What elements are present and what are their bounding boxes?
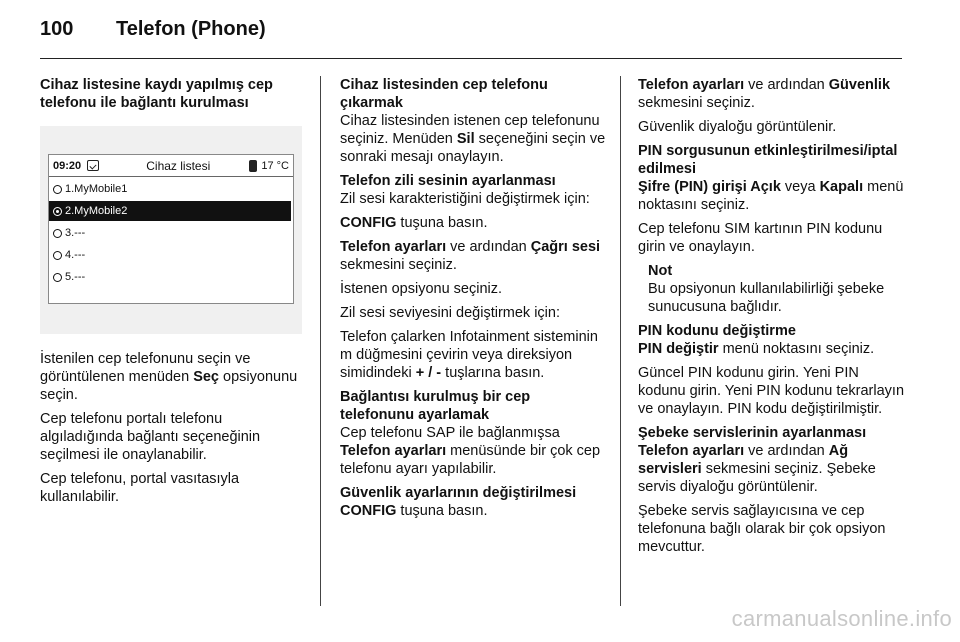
device-list-item[interactable]: 3.--- (49, 223, 293, 243)
section-heading: Cihaz listesinden cep telefonu çıkarmak (340, 77, 548, 111)
paragraph: Cep telefonu, portal vasıtasıyla kullanılabilir. (40, 471, 240, 505)
radio-icon (53, 229, 62, 238)
device-list-item[interactable]: 5.--- (49, 267, 293, 287)
paragraph: CONFIG tuşuna basın. (340, 215, 488, 231)
radio-icon (53, 251, 62, 260)
device-list-item[interactable]: 4.--- (49, 245, 293, 265)
paragraph: Telefon çalarken Infotainment sisteminin m düğmesini çevirin veya direksiyon simidindeki + / - tuşlarına basın. (340, 329, 598, 381)
paragraph: CONFIG tuşuna basın. (340, 503, 488, 519)
section-security (340, 484, 608, 520)
paragraph: Güncel PIN kodunu girin. Yeni PIN kodunu girin. Yeni PIN kodunu tekrarlayın ve onaylayın. PIN kodu değiştirilmiştir. (638, 365, 905, 417)
display-screen (48, 154, 294, 304)
paragraph: Cep telefonu SAP ile bağlanmışsa Telefon ayarları menüsünde bir çok cep telefonu ayarı yapılabilir. (340, 425, 601, 477)
thermometer-icon (249, 160, 257, 172)
paragraph: PIN değiştir menü noktasını seçiniz. (638, 341, 875, 357)
column-1 (40, 76, 302, 512)
page-title: Telefon (Phone) (116, 18, 266, 40)
section-pin-change (638, 322, 908, 358)
device-list-item[interactable]: 1.MyMobile1 (49, 179, 293, 199)
watermark: carmanualsonline.info (731, 606, 952, 631)
screen-status-bar (49, 155, 293, 177)
header-rule (40, 58, 902, 59)
section-pin-query (638, 142, 908, 214)
section-heading: PIN sorgusunun etkinleştirilmesi/iptal edilmesi (638, 143, 898, 177)
paragraph: Zil sesi seviyesini değiştirmek için: (340, 305, 560, 321)
note-text: Bu opsiyonun kullanılabilirliği şebeke sunucusuna bağlıdır. (648, 281, 885, 315)
radio-selected-icon (53, 207, 62, 216)
device-list-item-selected[interactable]: 2.MyMobile2 (49, 201, 291, 221)
paragraph: Telefon ayarları ve ardından Ağ servisleri sekmesini seçiniz. Şebeke servis diyaloğu görüntülenir. (638, 443, 876, 495)
screen-temperature: 17 °C (261, 159, 289, 172)
paragraph: Telefon ayarları ve ardından Çağrı sesi sekmesini seçiniz. (340, 239, 601, 273)
note-box (638, 262, 908, 316)
section-heading: Telefon zili sesinin ayarlanması (340, 173, 556, 189)
column-2 (340, 76, 608, 526)
paragraph: İstenilen cep telefonunu seçin ve görüntülenen menüden Seç opsiyonunu seçin. (40, 351, 298, 403)
section-network-services (638, 424, 908, 496)
section-heading-connect: Cihaz listesine kaydı yapılmış cep telefonu ile bağlantı kurulması (40, 77, 273, 111)
paragraph: Şebeke servis sağlayıcısına ve cep telefonuna bağlı olarak bir çok opsiyon mevcuttur. (638, 503, 886, 555)
screen-title: Cihaz listesi (146, 158, 211, 173)
paragraph: Cihaz listesinden istenen cep telefonunu seçiniz. Menüden Sil seçeneğini seçin ve sonraki mesajı onaylayın. (340, 113, 606, 165)
radio-icon (53, 273, 62, 282)
section-remove-phone (340, 76, 608, 166)
screen-time: 09:20 (53, 159, 82, 172)
section-heading: Güvenlik ayarlarının değiştirilmesi (340, 485, 577, 501)
paragraph: Telefon ayarları ve ardından Güvenlik sekmesini seçiniz. (638, 77, 891, 111)
column-divider-1 (320, 76, 321, 606)
paragraph: İstenen opsiyonu seçiniz. (340, 281, 503, 297)
section-heading: Bağlantısı kurulmuş bir cep telefonunu ayarlamak (340, 389, 531, 423)
column-divider-2 (620, 76, 621, 606)
section-connected-phone (340, 388, 608, 478)
knob-icon: m (340, 347, 353, 363)
column-3 (638, 76, 908, 562)
section-heading: PIN kodunu değiştirme (638, 323, 796, 339)
device-list-screenshot (40, 126, 302, 334)
phone-connect-icon (87, 160, 99, 171)
radio-icon (53, 185, 62, 194)
paragraph: Zil sesi karakteristiğini değiştirmek için: (340, 191, 590, 207)
paragraph: Şifre (PIN) girişi Açık veya Kapalı menü noktasını seçiniz. (638, 179, 904, 213)
page-header (40, 18, 266, 48)
paragraph: Cep telefonu portalı telefonu algıladığında bağlantı seçeneğinin seçilmesi ile onaylanabilir. (40, 411, 261, 463)
paragraph: Güvenlik diyaloğu görüntülenir. (638, 119, 837, 135)
page-number: 100 (40, 18, 74, 40)
section-ringtone (340, 172, 608, 208)
note-title: Not (648, 263, 673, 279)
paragraph: Cep telefonu SIM kartının PIN kodunu girin ve onaylayın. (638, 221, 883, 255)
section-heading: Şebeke servislerinin ayarlanması (638, 425, 867, 441)
